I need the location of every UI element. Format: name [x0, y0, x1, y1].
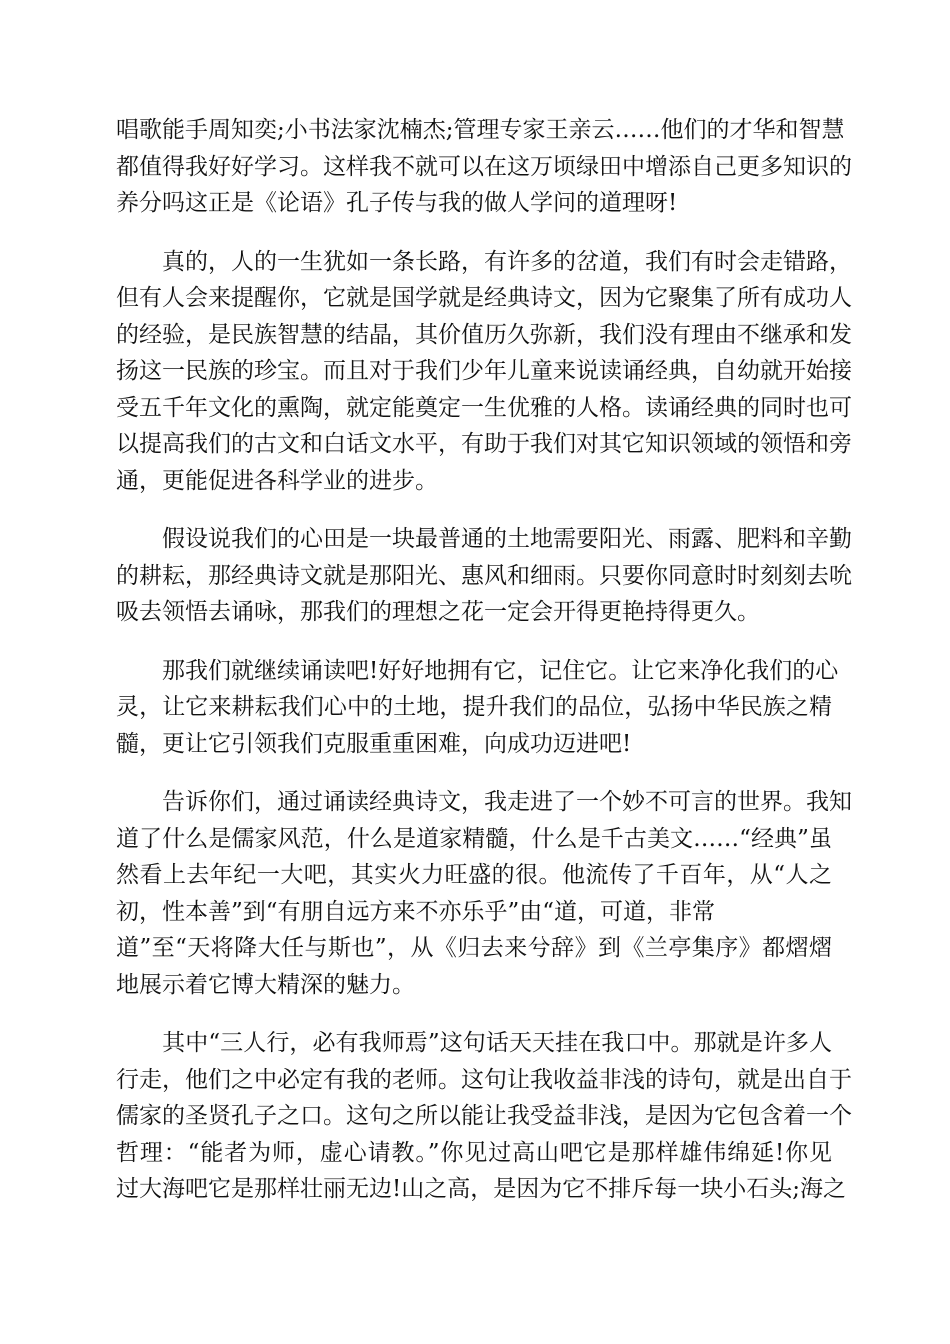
text-line: 告诉你们，通过诵读经典诗文，我走进了一个妙不可言的世界。我知 — [116, 789, 852, 815]
paragraph — [116, 653, 839, 763]
text-line: 的耕耘，那经典诗文就是那阳光、惠风和细雨。只要你同意时时刻刻去吮 — [116, 562, 852, 589]
paragraph — [116, 784, 852, 1003]
text-line: 哲理：“能者为师，虚心请教。”你见过高山吧它是那样雄伟绵延!你见 — [116, 1139, 832, 1166]
text-line: 灵，让它来耕耘我们心中的土地，提升我们的品位，弘扬中华民族之精 — [116, 694, 832, 720]
text-line: 真的，人的一生犹如一条长路，有许多的岔道，我们有时会走错路， — [116, 248, 852, 275]
text-line: 都值得我好好学习。这样我不就可以在这万顷绿田中增添自己更多知识的 — [116, 153, 852, 180]
text-line: 道了什么是儒家风范，什么是道家精髓，什么是千古美文……“经典”虽 — [116, 825, 832, 852]
text-line: 髓，更让它引领我们克服重重困难，向成功迈进吧! — [116, 730, 632, 757]
text-line: 其中“三人行，必有我师焉”这句话天天挂在我口中。那就是许多人 — [116, 1030, 832, 1056]
text-line: 假设说我们的心田是一块最普通的土地需要阳光、雨露、肥料和辛勤 — [116, 526, 852, 552]
text-line: 受五千年文化的熏陶，就定能奠定一生优雅的人格。读诵经典的同时也可 — [116, 394, 852, 421]
paragraph — [116, 244, 852, 500]
text-line: 过大海吧它是那样壮丽无边!山之高，是因为它不排斥每一块小石头;海之 — [116, 1176, 846, 1202]
text-line: 但有人会来提醒你，它就是国学就是经典诗文，因为它聚集了所有成功人 — [116, 285, 852, 311]
text-line: 通，更能促进各科学业的进步。 — [116, 467, 438, 494]
document-body — [116, 112, 852, 1230]
paragraph — [116, 112, 852, 222]
text-line: 地展示着它博大精深的魅力。 — [116, 971, 415, 998]
text-line: 那我们就继续诵读吧!好好地拥有它，记住它。让它来净化我们的心 — [116, 657, 839, 684]
text-line: 以提高我们的古文和白话文水平，有助于我们对其它知识领域的领悟和旁 — [116, 431, 852, 457]
text-line: 儒家的圣贤孔子之口。这句之所以能让我受益非浅，是因为它包含着一个 — [116, 1103, 852, 1129]
text-line: 扬这一民族的珍宝。而且对于我们少年儿童来说读诵经典，自幼就开始接 — [116, 358, 852, 384]
text-line: 唱歌能手周知奕;小书法家沈楠杰;管理专家王亲云……他们的才华和智慧 — [116, 117, 845, 143]
text-line: 行走，他们之中必定有我的老师。这句让我收益非浅的诗句，就是出自于 — [116, 1066, 852, 1093]
text-line: 的经验，是民族智慧的结晶，其价值历久弥新，我们没有理由不继承和发 — [116, 321, 852, 348]
text-line: 道”至“天将降大任与斯也”，从《归去来兮辞》到《兰亭集序》都熠熠 — [116, 935, 832, 961]
paragraph — [116, 521, 852, 631]
paragraph — [116, 1025, 852, 1208]
text-line: 初，性本善”到“有朋自远方来不亦乐乎”由“道，可道，非常 — [116, 898, 716, 925]
text-line: 然看上去年纪一大吧，其实火力旺盛的很。他流传了千百年，从“人之 — [116, 862, 832, 888]
text-line: 养分吗这正是《论语》孔子传与我的做人学问的道理呀! — [116, 190, 678, 216]
text-line: 吸去领悟去诵咏，那我们的理想之花一定会开得更艳持得更久。 — [116, 599, 760, 625]
